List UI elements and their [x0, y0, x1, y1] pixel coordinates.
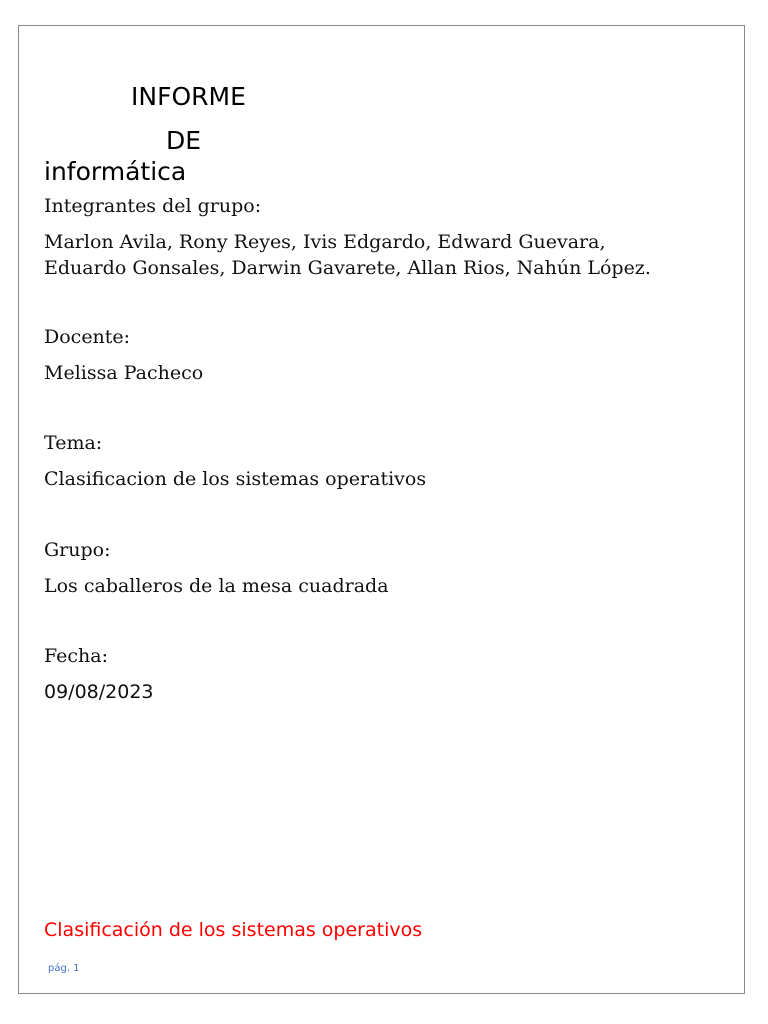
- teacher-label: Docente:: [44, 326, 131, 348]
- members-label: Integrantes del grupo:: [44, 195, 262, 217]
- title-line-1: INFORME: [131, 82, 246, 111]
- document-page: [18, 25, 745, 994]
- members-line-1: Marlon Avila, Rony Reyes, Ivis Edgardo, Edward Guevara,: [44, 231, 606, 253]
- page-number: pág. 1: [48, 963, 80, 974]
- topic-value: Clasificacion de los sistemas operativos: [44, 468, 427, 490]
- group-value: Los caballeros de la mesa cuadrada: [44, 575, 389, 597]
- date-value: 09/08/2023: [44, 681, 154, 703]
- topic-label: Tema:: [44, 432, 103, 454]
- title-line-3: informática: [44, 157, 187, 186]
- title-line-2: DE: [166, 126, 202, 155]
- footer-title: Clasificación de los sistemas operativos: [44, 919, 423, 941]
- date-label: Fecha:: [44, 645, 108, 667]
- members-line-2: Eduardo Gonsales, Darwin Gavarete, Allan Rios, Nahún López.: [44, 257, 651, 279]
- teacher-value: Melissa Pacheco: [44, 362, 204, 384]
- group-label: Grupo:: [44, 539, 111, 561]
